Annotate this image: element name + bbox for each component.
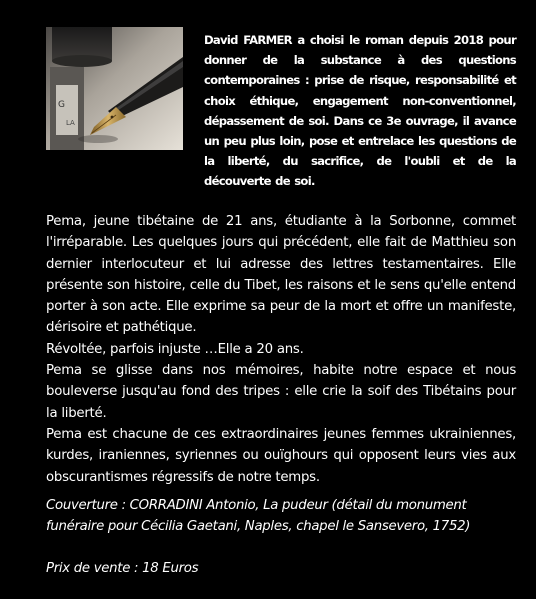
summary-paragraph: Pema, jeune tibétaine de 21 ans, étudiante à la Sorbonne, commet l'irréparable. Les quelques jours qui précédent, elle fait de Matthieu son dernier interlocuteur et lui adresse des lettres testamentaires. Elle présente son histoire, celle du Tibet, les raisons et le sens qu'elle entend porter à son acte. Elle exprime sa peur de la mort et offre un manifeste, dérisoire et pathétique.	[46, 214, 516, 336]
cover-credit: Couverture : CORRADINI Antonio, La pudeur (détail du monument funéraire pour Cécilia Gaetani, Naples, chapel le Sansevero, 1752)	[46, 498, 471, 535]
summary-paragraph: Révoltée, parfois injuste …Elle a 20 ans.	[46, 341, 304, 357]
price-label: Prix de vente : 18 Euros	[46, 561, 199, 576]
summary-paragraph: Pema est chacune de ces extraordinaires jeunes femmes ukrainiennes, kurdes, iraniennes, syriennes ou ouïghours qui opposent leurs vies aux obscurantismes régressifs de notre temps.	[46, 426, 516, 485]
author-photo	[46, 27, 183, 150]
svg-text:G: G	[58, 100, 65, 110]
book-summary	[46, 211, 516, 488]
fountain-pen-nib-icon	[46, 27, 183, 150]
summary-paragraph: Pema se glisse dans nos mémoires, habite notre espace et nous bouleverse jusqu'au fond des tripes : elle crie la soif des Tibétains pour la liberté.	[46, 363, 516, 421]
author-bio: David FARMER a choisi le roman depuis 2018 pour donner de la substance à des questions contemporaines : prise de risque, responsabilité et choix éthique, engagement non-conventionnel, dépassement de soi. Dans ce 3e ouvrage, il avance un peu plus loin, pose et entrelace les questions de la liberté, du sacrifice, de l'oubli et de la découverte de soi.	[204, 33, 516, 189]
svg-text:LA: LA	[66, 119, 75, 127]
